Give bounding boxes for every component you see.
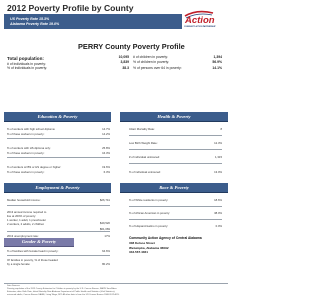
race-row-label: % of White residents in poverty: bbox=[129, 198, 169, 202]
agency-name: Community Action Agency of Central Alabama bbox=[129, 236, 202, 240]
employment-row-value: $26,741 bbox=[99, 198, 110, 202]
divider bbox=[7, 255, 110, 256]
race-row-label: % of African American in poverty: bbox=[129, 211, 171, 215]
gender-row-value: 64.6% bbox=[102, 249, 110, 253]
agency-contact bbox=[127, 234, 229, 256]
education-row-label: % of these workers in poverty: bbox=[7, 132, 45, 136]
education-row-label: % of workers w/ BS or HS degree or higher: bbox=[7, 165, 62, 169]
summary-individuals-value: 3,839 bbox=[120, 60, 129, 64]
divider bbox=[129, 206, 222, 207]
health-row-label: Low Birth Weight Rate: bbox=[129, 141, 158, 145]
health-row-value: 13.0% bbox=[214, 170, 222, 174]
health-row-label: Infant Mortality Rate: bbox=[129, 127, 155, 131]
summary-children-value: 1,394 bbox=[213, 54, 222, 59]
gender-section-header: Gender & Poverty bbox=[4, 238, 74, 247]
summary-pct-label: % of individuals in poverty: bbox=[7, 66, 48, 70]
footer-heading: Data Sources: bbox=[7, 285, 21, 287]
education-row-label: % of these workers in poverty: bbox=[7, 151, 45, 155]
divider bbox=[129, 219, 222, 220]
county-title: PERRY County Poverty Profile bbox=[78, 42, 185, 51]
employment-row-value: $49,520 bbox=[99, 221, 110, 225]
race-row-label: % of Hispanic/Latino in poverty: bbox=[129, 224, 169, 228]
summary-children-label: # of children in poverty: bbox=[133, 54, 169, 59]
health-row-value: 1,315 bbox=[215, 155, 222, 159]
employment-row-label: 2013 annual income required to bbox=[7, 210, 47, 214]
summary-pct-value: 38.3 bbox=[122, 65, 129, 70]
employment-row-label: 1 worker, 1 adult, 1 preschooler bbox=[7, 218, 47, 222]
employment-row-label: 2 workers, 2 adults, 2 children bbox=[7, 222, 45, 226]
education-row-value: 14.2% bbox=[102, 132, 110, 136]
logo-word: Action bbox=[185, 15, 215, 26]
rate-banner bbox=[4, 14, 182, 29]
gender-row-label: % of families with female head in poverty: bbox=[7, 249, 59, 253]
agency-street: 308 Kelsoe Street bbox=[129, 241, 155, 245]
employment-row-label: live at 200% of poverty: bbox=[7, 214, 37, 218]
education-row-value: 16.3% bbox=[102, 151, 110, 155]
education-row-value: 14.7% bbox=[102, 127, 110, 131]
race-row-value: 18.6% bbox=[214, 198, 222, 202]
employment-row-value: $61,069 bbox=[99, 227, 110, 231]
agency-city: Wetumpka, Alabama 36092 bbox=[129, 245, 169, 250]
summary-elderly-value: 14.1% bbox=[212, 65, 222, 70]
education-row-value: 25.8% bbox=[102, 146, 110, 150]
employment-row-value: 17% bbox=[104, 234, 110, 238]
footer-line: uninsured adults, Census Bureau SAHIE; Living Wage, MIT. All other data is from the US Census Bureau 2008-2012 ACS. bbox=[7, 294, 120, 296]
race-row-value: 38.0% bbox=[214, 211, 222, 215]
agency-phone: 334.567.4361 bbox=[129, 250, 148, 254]
footer-divider bbox=[4, 283, 228, 284]
gender-row-value: 80.2% bbox=[102, 262, 110, 266]
divider bbox=[7, 138, 110, 139]
summary-elderly-label: % of persons over 64 in poverty: bbox=[133, 65, 182, 70]
summary-children-pct-value: 56.9% bbox=[212, 60, 222, 64]
education-row-label: % of these workers in poverty: bbox=[7, 170, 45, 174]
race-row-value: 0.0% bbox=[215, 224, 222, 228]
employment-row-label: Median household income: bbox=[7, 198, 41, 202]
health-row-value: 8 bbox=[220, 127, 222, 131]
divider bbox=[129, 163, 222, 164]
education-row-value: 6.3% bbox=[103, 170, 110, 174]
footer-line: Poverty population of the 2013 County Estimates for Children in poverty by the U.S. Census Bureau, SAIPE Small Area bbox=[7, 288, 117, 290]
page-title: 2012 Poverty Profile by County bbox=[7, 3, 134, 13]
logo-subtitle: COMMUNITY ACTION PARTNERSHIP bbox=[184, 26, 216, 28]
us-rate-text: US Poverty Rate 15.3% bbox=[10, 16, 50, 21]
health-row-label: # of individual uninsured: bbox=[129, 155, 160, 159]
employment-row-label: 2013 unemployment rate: bbox=[7, 234, 39, 238]
health-section-header: Health & Poverty bbox=[120, 112, 228, 122]
education-section-header: Education & Poverty bbox=[4, 112, 111, 122]
divider bbox=[7, 157, 110, 158]
employment-section-header: Employment & Poverty bbox=[4, 183, 111, 193]
gender-row-label: Of families in poverty, % of those headed bbox=[7, 258, 58, 262]
alabama-rate-text: Alabama Poverty Rate 19.0% bbox=[10, 22, 60, 27]
divider bbox=[7, 205, 110, 206]
divider bbox=[129, 135, 222, 136]
divider bbox=[7, 231, 110, 232]
summary-individuals-label: # of individuals in poverty: bbox=[7, 61, 47, 66]
health-row-label: % of individual uninsured: bbox=[129, 170, 161, 174]
education-row-label: % of workers with high school diploma: bbox=[7, 127, 56, 131]
community-action-logo bbox=[183, 10, 227, 30]
summary-total-value: 10,095 bbox=[118, 54, 129, 59]
summary-total-label: Total population: bbox=[7, 56, 44, 61]
gender-row-label: by a single female: bbox=[7, 262, 31, 266]
race-section-header: Race & Poverty bbox=[120, 183, 228, 193]
health-row-value: 12.3% bbox=[214, 141, 222, 145]
divider bbox=[129, 149, 222, 150]
summary-children-pct-label: % of children in poverty: bbox=[133, 60, 170, 64]
education-row-value: 19.6% bbox=[102, 165, 110, 169]
footer-line: Estimates; data: Birth Rate, Infant Mortality Rate Alabama Department of Public Health and Statistics (Vital Statistics); bbox=[7, 291, 116, 293]
education-row-label: % of workers with HS diploma only: bbox=[7, 146, 51, 150]
